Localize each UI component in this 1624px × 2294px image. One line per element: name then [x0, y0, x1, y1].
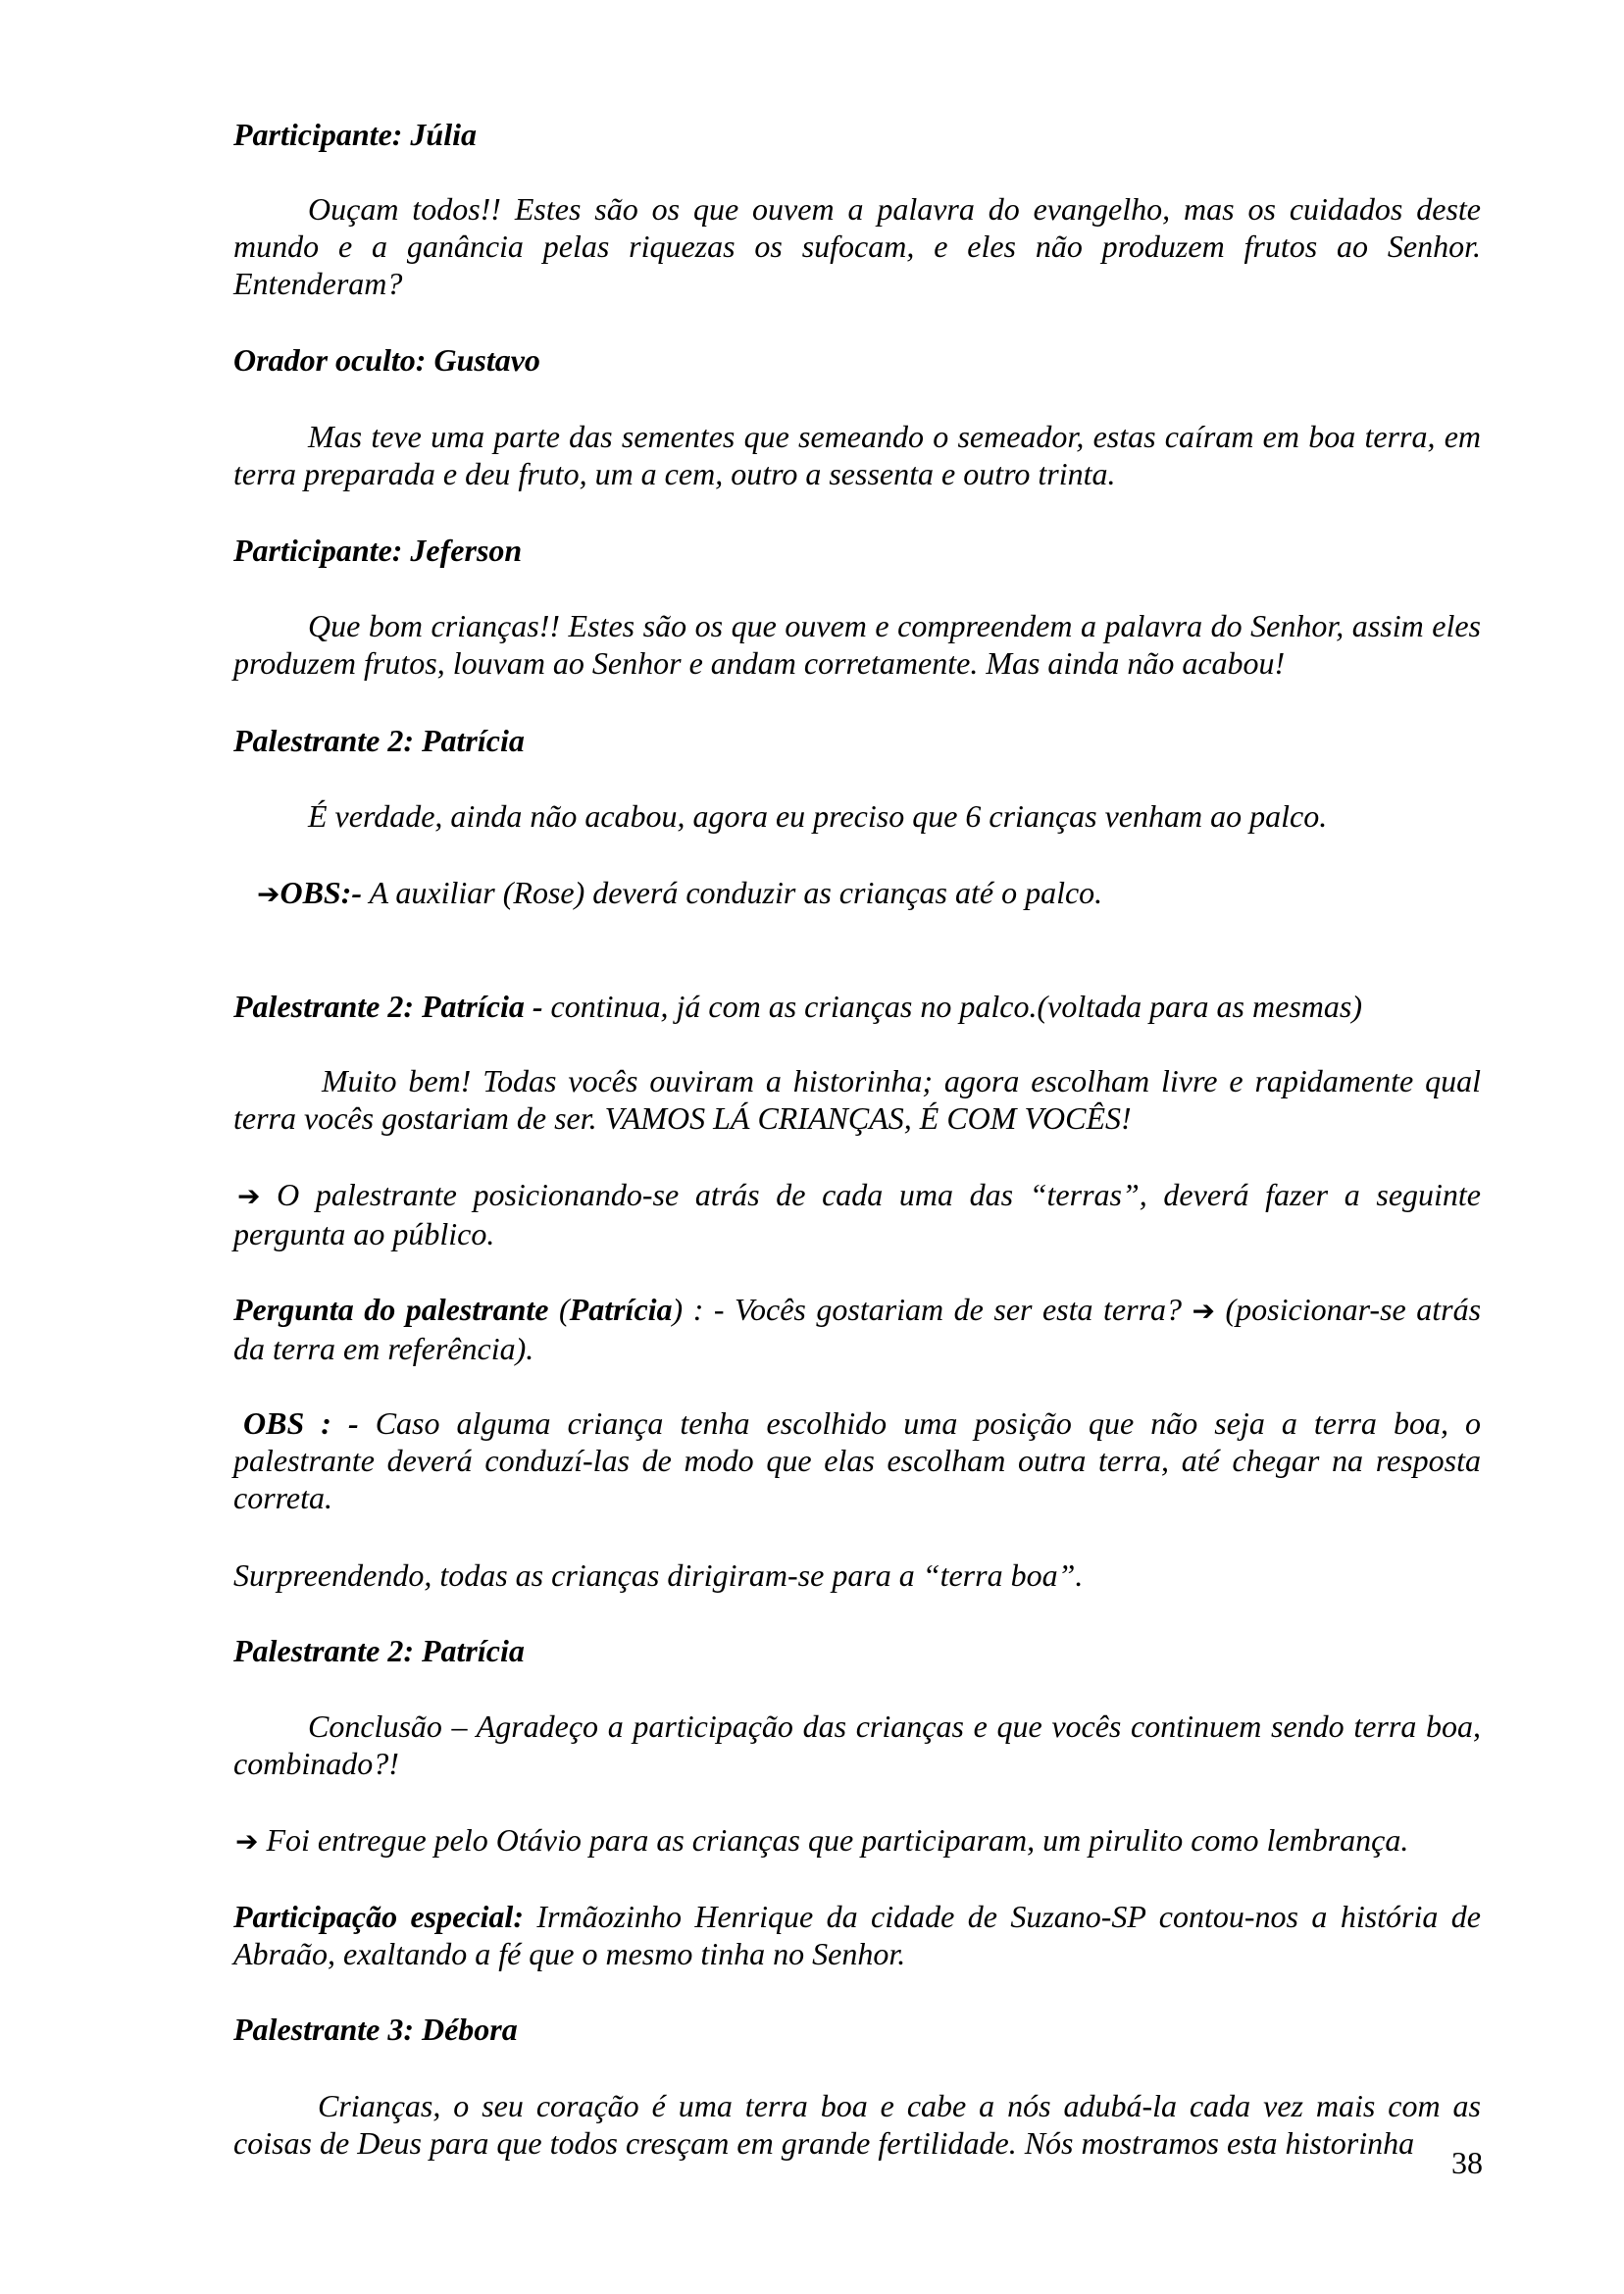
- instruction-palestrante: ➔ O palestrante posicionando-se atrás de cada uma das “terras”, deverá fazer a seguinte pergunta ao público.: [233, 1177, 1481, 1251]
- paragraph-julia: Ouçam todos!! Estes são os que ouvem a palavra do evangelho, mas os cuidados deste mundo e a ganância pelas riquezas os sufocam, e eles não produzem frutos ao Senhor. Entenderam?: [233, 191, 1481, 301]
- speaker-heading-gustavo: Orador oculto: Gustavo: [233, 342, 540, 378]
- speaker-heading-patricia-2: Palestrante 2: Patrícia: [233, 1633, 525, 1668]
- speaker-heading-debora: Palestrante 3: Débora: [233, 2012, 518, 2047]
- paragraph-conclusao: Conclusão – Agradeço a participação das crianças e que vocês continuem sendo terra boa, combinado?!: [233, 1708, 1481, 1781]
- paragraph-jeferson: Que bom crianças!! Estes são os que ouvem e compreendem a palavra do Senhor, assim eles produzem frutos, louvam ao Senhor e andam corretamente. Mas ainda não acabou!: [233, 608, 1481, 681]
- arrow-right-icon: ➔: [257, 878, 280, 910]
- question-palestrante: Pergunta do palestrante (Patrícia) : - Vocês gostariam de ser esta terra? ➔ (posicionar-se atrás da terra em referência).: [233, 1292, 1482, 1366]
- note-obs-2: OBS : - Caso alguma criança tenha escolhido uma posição que não seja a terra boa, o palestrante deverá conduzí-las de modo que elas escolham outra terra, até chegar na resposta correta.: [233, 1405, 1481, 1515]
- page-number: 38: [1451, 2145, 1483, 2180]
- speaker-heading-jeferson: Participante: Jeferson: [233, 533, 523, 568]
- arrow-right-icon: ➔: [237, 1180, 261, 1212]
- paragraph-patricia-1: É verdade, ainda não acabou, agora eu preciso que 6 crianças venham ao palco.: [308, 798, 1328, 834]
- paragraph-patricia-2: Muito bem! Todas vocês ouviram a historinha; agora escolham livre e rapidamente qual terra vocês gostariam de ser. VAMOS LÁ CRIANÇAS, É COM VOCÊS!: [233, 1063, 1481, 1136]
- instruction-pirulito: ➔ Foi entregue pelo Otávio para as crianças que participaram, um pirulito como lembrança.: [235, 1822, 1409, 1858]
- speaker-heading-julia: Participante: Júlia: [233, 117, 477, 152]
- paragraph-surpreendendo: Surpreendendo, todas as crianças dirigiram-se para a “terra boa”.: [233, 1557, 1084, 1593]
- arrow-right-icon: ➔: [235, 1825, 259, 1858]
- speaker-heading-patricia: Palestrante 2: Patrícia: [233, 723, 525, 758]
- paragraph-participacao-especial: Participação especial: Irmãozinho Henrique da cidade de Suzano-SP contou-nos a história de Abraão, exaltando a fé que o mesmo tinha no Senhor.: [233, 1899, 1482, 1971]
- paragraph-debora: Crianças, o seu coração é uma terra boa e cabe a nós adubá-la cada vez mais com as coisas de Deus para que todos cresçam em grande fertilidade. Nós mostramos esta historinha: [233, 2088, 1481, 2161]
- paragraph-gustavo: Mas teve uma parte das sementes que semeando o semeador, estas caíram em boa terra, em terra preparada e deu fruto, um a cem, outro a sessenta e outro trinta.: [233, 419, 1481, 491]
- arrow-right-icon: ➔: [1192, 1295, 1216, 1327]
- note-obs-1: ➔OBS:- A auxiliar (Rose) deverá conduzir as crianças até o palco.: [257, 875, 1103, 910]
- speaker-heading-patricia-continues: Palestrante 2: Patrícia - continua, já com as crianças no palco.(voltada para as mesmas): [233, 989, 1362, 1024]
